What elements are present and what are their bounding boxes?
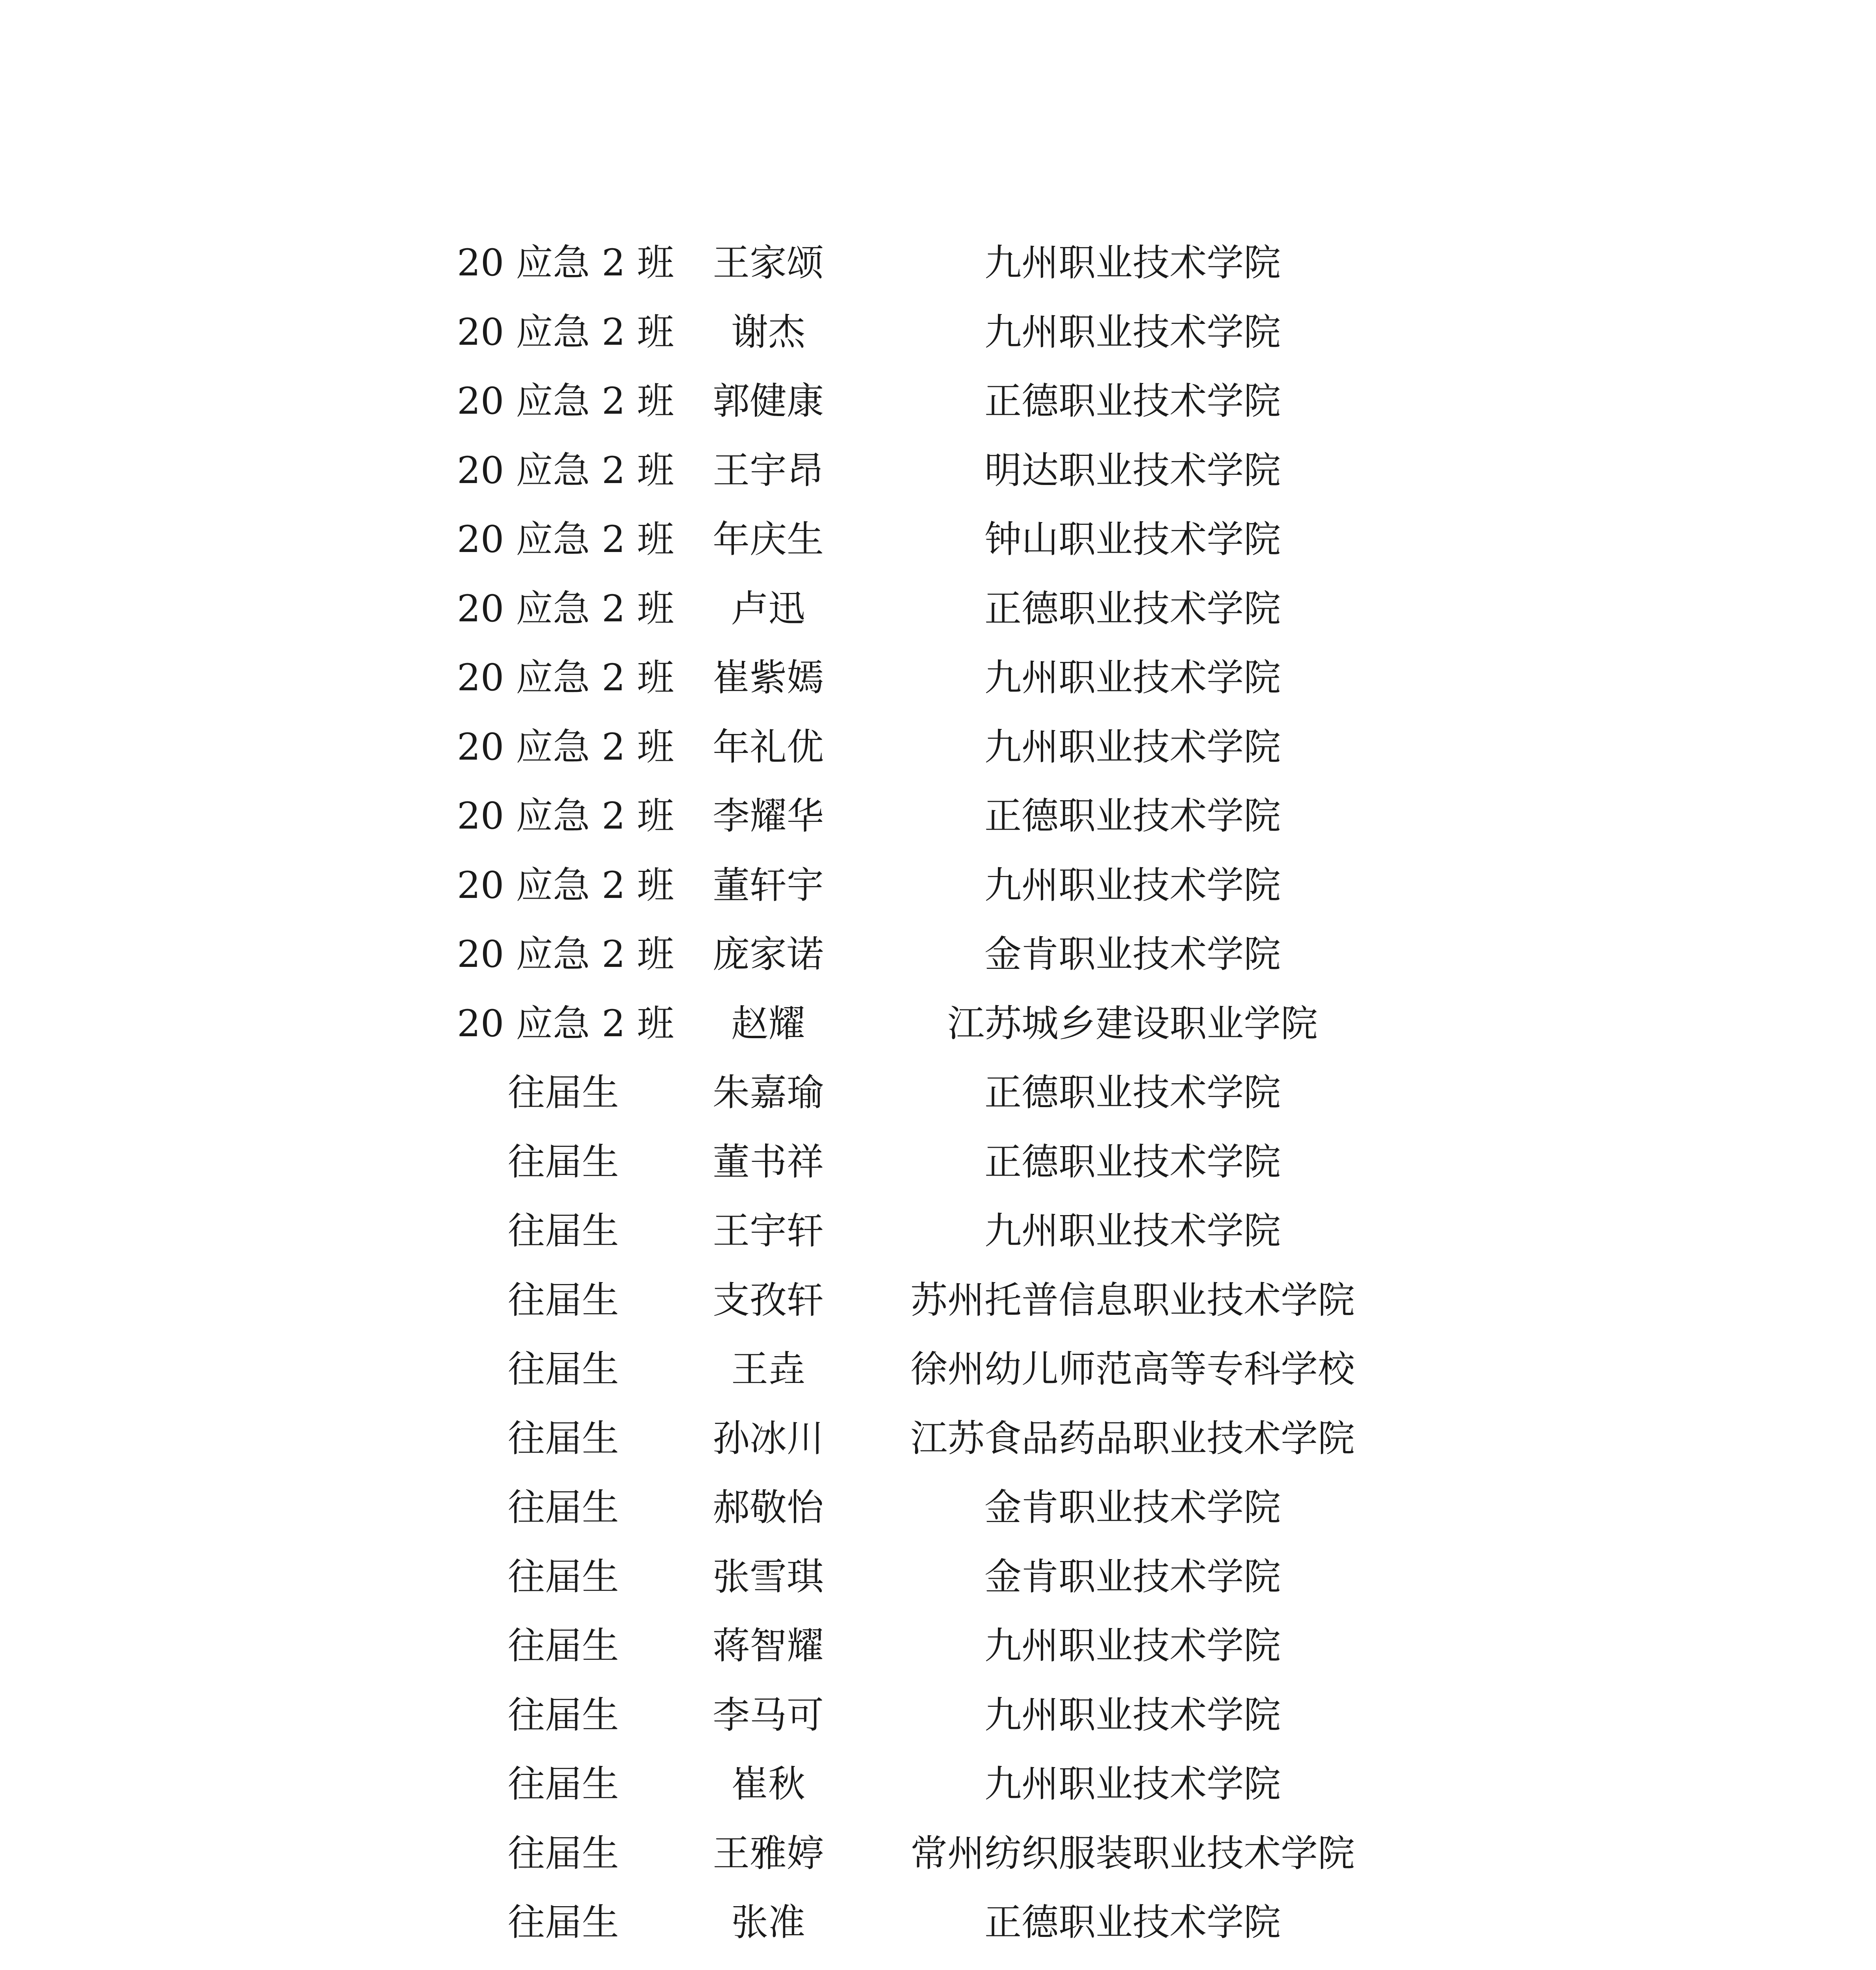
roster-row — [457, 989, 1402, 1059]
school-cell: 九州职业技术学院 — [984, 1763, 1281, 1806]
student-name-cell: 李马可 — [712, 1693, 824, 1737]
student-name-cell: 年庆生 — [712, 518, 824, 561]
school-cell: 九州职业技术学院 — [984, 242, 1281, 284]
class-cell: 20 应急 2 班 — [457, 656, 674, 699]
roster-row — [457, 229, 1402, 298]
class-cell: 往届生 — [507, 1624, 619, 1667]
class-cell: 往届生 — [507, 1071, 619, 1114]
student-roster — [457, 229, 1402, 1970]
school-cell: 常州纺织服装职业技术学院 — [910, 1832, 1355, 1875]
student-name-cell: 朱嘉瑜 — [712, 1071, 824, 1114]
roster-row — [457, 505, 1402, 574]
roster-row — [457, 1819, 1402, 1888]
class-cell: 20 应急 2 班 — [457, 380, 674, 423]
school-cell: 正德职业技术学院 — [984, 1140, 1281, 1184]
class-cell: 往届生 — [507, 1901, 619, 1944]
class-cell: 20 应急 2 班 — [457, 587, 674, 630]
class-cell: 20 应急 2 班 — [457, 795, 674, 838]
roster-row — [457, 1611, 1402, 1681]
school-cell: 九州职业技术学院 — [984, 1210, 1281, 1253]
class-cell — [457, 1957, 670, 1970]
roster-row — [457, 1404, 1402, 1474]
roster-row — [457, 1473, 1402, 1543]
student-name-cell — [689, 1957, 847, 1970]
student-name-cell: 王垚 — [731, 1348, 805, 1391]
school-cell: 九州职业技术学院 — [984, 864, 1281, 907]
class-cell: 20 应急 2 班 — [457, 310, 674, 354]
roster-row — [457, 436, 1402, 506]
class-cell: 往届生 — [507, 1348, 619, 1391]
school-cell: 九州职业技术学院 — [984, 1693, 1281, 1737]
student-name-cell: 郝敬怡 — [712, 1486, 824, 1529]
class-cell: 往届生 — [507, 1210, 619, 1253]
school-cell: 正德职业技术学院 — [984, 795, 1281, 838]
roster-row — [457, 1957, 1402, 1970]
student-name-cell: 郭健康 — [712, 380, 824, 423]
student-name-cell: 孙冰川 — [712, 1417, 824, 1460]
student-name-cell: 蒋智耀 — [712, 1624, 824, 1667]
student-name-cell: 张雪琪 — [712, 1555, 824, 1598]
roster-row — [457, 782, 1402, 851]
student-name-cell: 张准 — [731, 1901, 805, 1944]
roster-row — [457, 713, 1402, 782]
school-cell: 正德职业技术学院 — [984, 380, 1281, 423]
school-cell: 钟山职业技术学院 — [984, 518, 1281, 561]
class-cell: 20 应急 2 班 — [457, 518, 674, 561]
class-cell: 往届生 — [507, 1763, 619, 1806]
class-cell: 往届生 — [507, 1140, 619, 1184]
school-cell — [871, 1957, 1395, 1970]
student-name-cell: 赵耀 — [731, 1002, 805, 1045]
roster-row — [457, 1335, 1402, 1404]
student-name-cell: 王宇昂 — [712, 449, 824, 492]
class-cell: 20 应急 2 班 — [457, 1002, 674, 1045]
class-cell: 20 应急 2 班 — [457, 864, 674, 907]
roster-row — [457, 1266, 1402, 1335]
roster-row — [457, 1750, 1402, 1819]
school-cell: 金肯职业技术学院 — [984, 933, 1281, 976]
student-name-cell: 王家颂 — [712, 242, 824, 284]
school-cell: 九州职业技术学院 — [984, 1624, 1281, 1667]
roster-row — [457, 1128, 1402, 1197]
roster-row — [457, 643, 1402, 713]
student-name-cell: 崔紫嫣 — [712, 656, 824, 699]
school-cell: 正德职业技术学院 — [984, 587, 1281, 630]
student-name-cell: 庞家诺 — [712, 933, 824, 976]
roster-row — [457, 367, 1402, 436]
school-cell: 九州职业技术学院 — [984, 310, 1281, 354]
class-cell: 20 应急 2 班 — [457, 449, 674, 492]
school-cell: 九州职业技术学院 — [984, 725, 1281, 769]
class-cell: 往届生 — [507, 1279, 619, 1322]
roster-row — [457, 298, 1402, 367]
school-cell: 苏州托普信息职业技术学院 — [910, 1279, 1355, 1322]
roster-row — [457, 574, 1402, 644]
school-cell: 金肯职业技术学院 — [984, 1555, 1281, 1598]
student-name-cell: 卢迅 — [731, 587, 805, 630]
student-name-cell: 谢杰 — [731, 310, 805, 354]
school-cell: 正德职业技术学院 — [984, 1071, 1281, 1114]
class-cell: 往届生 — [507, 1693, 619, 1737]
school-cell: 九州职业技术学院 — [984, 656, 1281, 699]
school-cell: 江苏食品药品职业技术学院 — [910, 1417, 1355, 1460]
class-cell: 往届生 — [507, 1417, 619, 1460]
student-name-cell: 崔秋 — [731, 1763, 805, 1806]
roster-row — [457, 1197, 1402, 1266]
student-name-cell: 王宇轩 — [712, 1210, 824, 1253]
roster-row — [457, 1681, 1402, 1750]
school-cell: 正德职业技术学院 — [984, 1901, 1281, 1944]
school-cell: 江苏城乡建设职业学院 — [947, 1002, 1318, 1045]
class-cell: 往届生 — [507, 1486, 619, 1529]
class-cell: 20 应急 2 班 — [457, 725, 674, 769]
roster-row — [457, 1058, 1402, 1128]
roster-row — [457, 851, 1402, 920]
class-cell: 往届生 — [507, 1555, 619, 1598]
school-cell: 金肯职业技术学院 — [984, 1486, 1281, 1529]
student-name-cell: 董轩宇 — [712, 864, 824, 907]
student-name-cell: 年礼优 — [712, 725, 824, 769]
class-cell: 往届生 — [507, 1832, 619, 1875]
roster-row — [457, 1888, 1402, 1957]
roster-row — [457, 920, 1402, 989]
school-cell: 徐州幼儿师范高等专科学校 — [910, 1348, 1355, 1391]
class-cell: 20 应急 2 班 — [457, 242, 674, 284]
student-name-cell: 李耀华 — [712, 795, 824, 838]
school-cell: 明达职业技术学院 — [984, 449, 1281, 492]
class-cell: 20 应急 2 班 — [457, 933, 674, 976]
student-name-cell: 王雅婷 — [712, 1832, 824, 1875]
student-name-cell: 董书祥 — [712, 1140, 824, 1184]
roster-row — [457, 1543, 1402, 1612]
student-name-cell: 支孜轩 — [712, 1279, 824, 1322]
